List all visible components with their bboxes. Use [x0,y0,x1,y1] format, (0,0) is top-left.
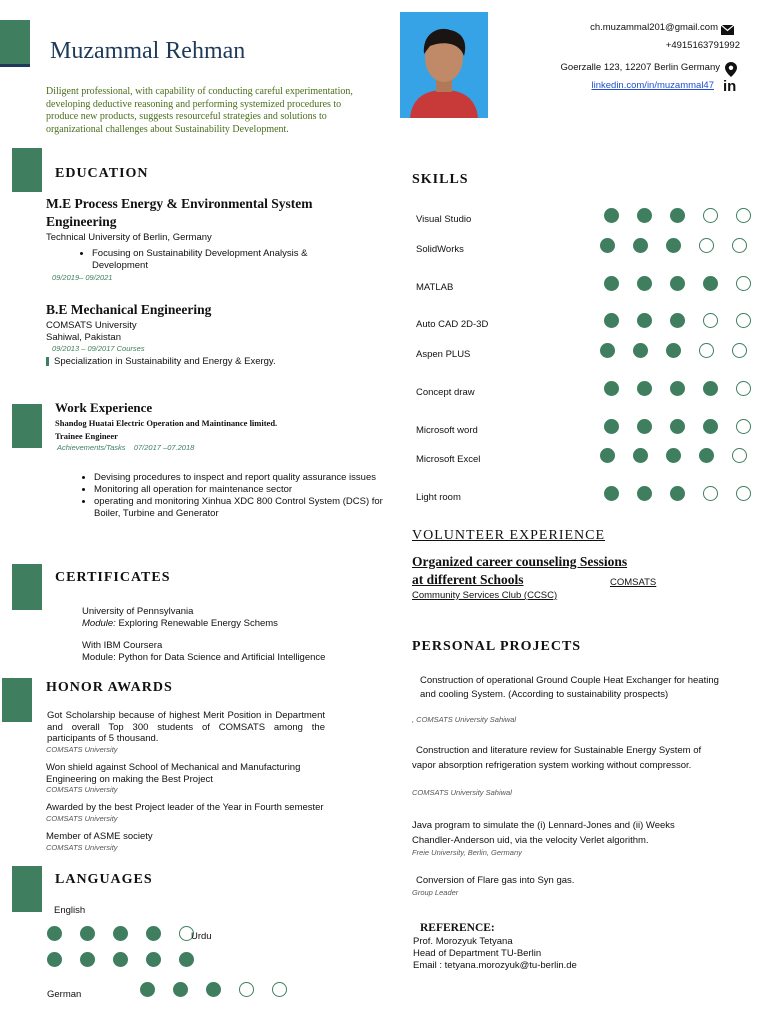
work-company: Shandog Huatai Electric Operation and Maintinance limited. [55,418,278,428]
me-degree: M.E Process Energy & Environmental System Engineering [46,196,313,229]
rating-dot-filled [47,952,62,967]
education-accent-block [12,148,42,192]
skill-label: Concept draw [416,387,475,398]
work-task-item: • Monitoring all operation for maintenance sector [94,484,384,496]
skill-rating [604,381,768,396]
project-org: Freie University, Berlin, Germany [412,848,522,857]
profile-summary: Diligent professional, with capability of conducting careful experimentation, developing deductive reasoning and performing systemized procedures to produce new products, suggests resourceful strategies and solutions to organizational challenges about Sustainability Development. [46,86,353,135]
honors-accent-block [2,678,32,722]
cert-1-module [82,618,278,629]
rating-dot-filled [670,208,685,223]
work-heading: Work Experience [55,400,153,415]
reference-position: Head of Department TU-Berlin [413,948,542,959]
rating-dot-empty [736,419,751,434]
be-note-marker [46,357,49,366]
rating-dot-empty [703,486,718,501]
rating-dot-filled [670,486,685,501]
be-degree: B.E Mechanical Engineering [46,302,212,317]
skill-label: Auto CAD 2D-3D [416,319,489,330]
work-role: Trainee Engineer [55,431,118,441]
rating-dot-filled [146,952,161,967]
rating-dot-filled [637,486,652,501]
skill-rating [604,486,768,501]
email-text: ch.muzammal201@gmail.com [590,22,718,33]
honor-item: Member of ASME society [46,831,153,842]
volunteer-line-2: at different Schools [412,572,524,587]
rating-dot-filled [604,276,619,291]
project-item: Construction of operational Ground Couple Heat Exchanger for heating and cooling System. (According to sustainability prospects) [420,675,719,700]
cert-1-module-name: Exploring Renewable Energy Schems [118,618,278,629]
rating-dot-filled [600,238,615,253]
language-german-rating [140,982,305,997]
be-note: Specialization in Sustainability and Energy & Exergy. [54,356,276,367]
volunteer-line-1: Organized career counseling Sessions [412,554,628,569]
rating-dot-filled [637,276,652,291]
me-focus-item: • Focusing on Sustainability Development Analysis & Development [92,248,362,272]
me-focus-list [74,248,362,272]
skill-rating [600,448,765,463]
honor-org: COMSATS University [46,843,118,852]
header-accent-block [0,20,30,66]
work-task-list [76,472,384,520]
skill-label: Aspen PLUS [416,349,471,360]
volunteer-org-2: Community Services Club (CCSC) [412,590,558,601]
honor-item: Won shield against School of Mechanical and Manufacturing Engineering on making the Best Project [46,762,301,785]
rating-dot-filled [604,313,619,328]
project-org: COMSATS University Sahiwal [412,788,512,797]
cert-1-org: University of Pennsylvania [82,606,194,617]
rating-dot-filled [703,276,718,291]
rating-dot-filled [633,343,648,358]
rating-dot-filled [604,419,619,434]
rating-dot-filled [666,238,681,253]
rating-dot-empty [736,381,751,396]
rating-dot-filled [670,313,685,328]
rating-dot-filled [113,926,128,941]
rating-dot-filled [637,419,652,434]
project-org: , COMSATS University Sahiwal [412,715,517,724]
rating-dot-empty [736,208,751,223]
header-accent-rule [0,64,30,67]
honor-org: COMSATS University [46,745,118,754]
rating-dot-filled [637,381,652,396]
rating-dot-filled [600,343,615,358]
rating-dot-filled [173,982,188,997]
skills-heading: SKILLS [412,172,469,187]
rating-dot-empty [699,343,714,358]
cert-2-org: With IBM Coursera [82,640,163,651]
rating-dot-filled [140,982,155,997]
mail-icon [721,22,734,40]
rating-dot-filled [146,926,161,941]
rating-dot-empty [732,238,747,253]
skill-rating [604,208,768,223]
work-task-item: • operating and monitoring Xinhua XDC 800 Control System (DCS) for Boiler, Turbine and Generator [94,496,384,520]
rating-dot-filled [703,381,718,396]
skill-label: MATLAB [416,282,454,293]
rating-dot-filled [604,486,619,501]
language-german: German [47,989,82,1000]
skill-label: Microsoft Excel [416,454,481,465]
work-meta: Achievements/Tasks 07/2017 –07.2018 [57,443,195,452]
rating-dot-filled [670,381,685,396]
project-item: Java program to simulate the (i) Lennard-Jones and (ii) Weeks Chandler-Anderson uid, via the velocity Verlet algorithm. [412,820,675,846]
education-heading: EDUCATION [55,166,149,181]
rating-dot-empty [736,313,751,328]
rating-dot-filled [633,448,648,463]
rating-dot-filled [666,343,681,358]
rating-dot-empty [703,208,718,223]
language-english-rating [47,926,212,941]
profile-photo [400,12,488,118]
skill-rating [600,238,765,253]
rating-dot-filled [179,952,194,967]
rating-dot-empty [732,343,747,358]
rating-dot-empty [699,238,714,253]
rating-dot-empty [272,982,287,997]
skill-rating [604,419,768,434]
be-school: COMSATS University [46,320,137,331]
reference-heading: REFERENCE: [420,922,495,934]
skill-rating [600,343,765,358]
rating-dot-empty [239,982,254,997]
skill-rating [604,313,768,328]
rating-dot-filled [113,952,128,967]
rating-dot-filled [604,381,619,396]
rating-dot-filled [699,448,714,463]
rating-dot-filled [670,419,685,434]
phone-text: +4915163791992 [665,40,740,51]
projects-heading: PERSONAL PROJECTS [412,639,582,654]
language-urdu: Urdu [191,931,212,942]
me-dates: 09/2019– 09/2021 [52,273,113,282]
work-task-item: • Devising procedures to inspect and report quality assurance issues [94,472,384,484]
honor-org: COMSATS University [46,785,118,794]
certificates-accent-block [12,564,42,610]
rating-dot-filled [80,926,95,941]
project-item: Construction and literature review for Sustainable Energy System of vapor absorption refrigeration system working without compressor. [412,745,702,771]
linkedin-icon: in [723,78,737,95]
candidate-name: Muzammal Rehman [50,38,246,64]
address-text: Goerzalle 123, 12207 Berlin Germany [560,62,720,73]
reference-email[interactable]: Email : tetyana.morozyuk@tu-berlin.de [413,960,577,971]
reference-name: Prof. Morozyuk Tetyana [413,936,513,947]
languages-accent-block [12,866,42,912]
rating-dot-filled [600,448,615,463]
project-item: Conversion of Flare gas into Syn gas. [416,875,575,886]
work-accent-block [12,404,42,448]
project-org: Group Leader [412,888,459,897]
rating-dot-filled [80,952,95,967]
be-dates: 09/2013 – 09/2017 Courses [52,344,145,353]
rating-dot-filled [666,448,681,463]
rating-dot-filled [670,276,685,291]
volunteer-heading: VOLUNTEER EXPERIENCE [412,528,606,543]
skill-rating [604,276,768,291]
honor-item: Got Scholarship because of highest Merit Position in Department and overall Top 300 students of COMSATS among the participants of 5 thousand. [47,710,325,745]
cert-1-module-label: Module: [82,618,116,629]
certificates-heading: CERTIFICATES [55,570,171,585]
skill-label: Visual Studio [416,214,472,225]
rating-dot-empty [736,276,751,291]
rating-dot-filled [633,238,648,253]
volunteer-org-1: COMSATS [610,577,657,588]
rating-dot-empty [703,313,718,328]
languages-heading: LANGUAGES [55,872,153,887]
me-school: Technical University of Berlin, Germany [46,232,212,243]
rating-dot-empty [732,448,747,463]
honor-org: COMSATS University [46,814,118,823]
language-urdu-rating [47,952,212,967]
skill-label: SolidWorks [416,244,464,255]
rating-dot-filled [637,313,652,328]
rating-dot-filled [703,419,718,434]
linkedin-link[interactable]: linkedin.com/in/muzammal47 [591,80,714,91]
be-city: Sahiwal, Pakistan [46,332,121,343]
rating-dot-empty [736,486,751,501]
rating-dot-filled [47,926,62,941]
rating-dot-filled [604,208,619,223]
language-english: English [54,905,86,916]
skill-label: Light room [416,492,461,503]
rating-dot-filled [206,982,221,997]
rating-dot-filled [637,208,652,223]
cert-2-module: Module: Python for Data Science and Artificial Intelligence [82,652,326,663]
skill-label: Microsoft word [416,425,478,436]
honor-item: Awarded by the best Project leader of the Year in Fourth semester [46,802,324,813]
honors-heading: HONOR AWARDS [46,680,173,695]
